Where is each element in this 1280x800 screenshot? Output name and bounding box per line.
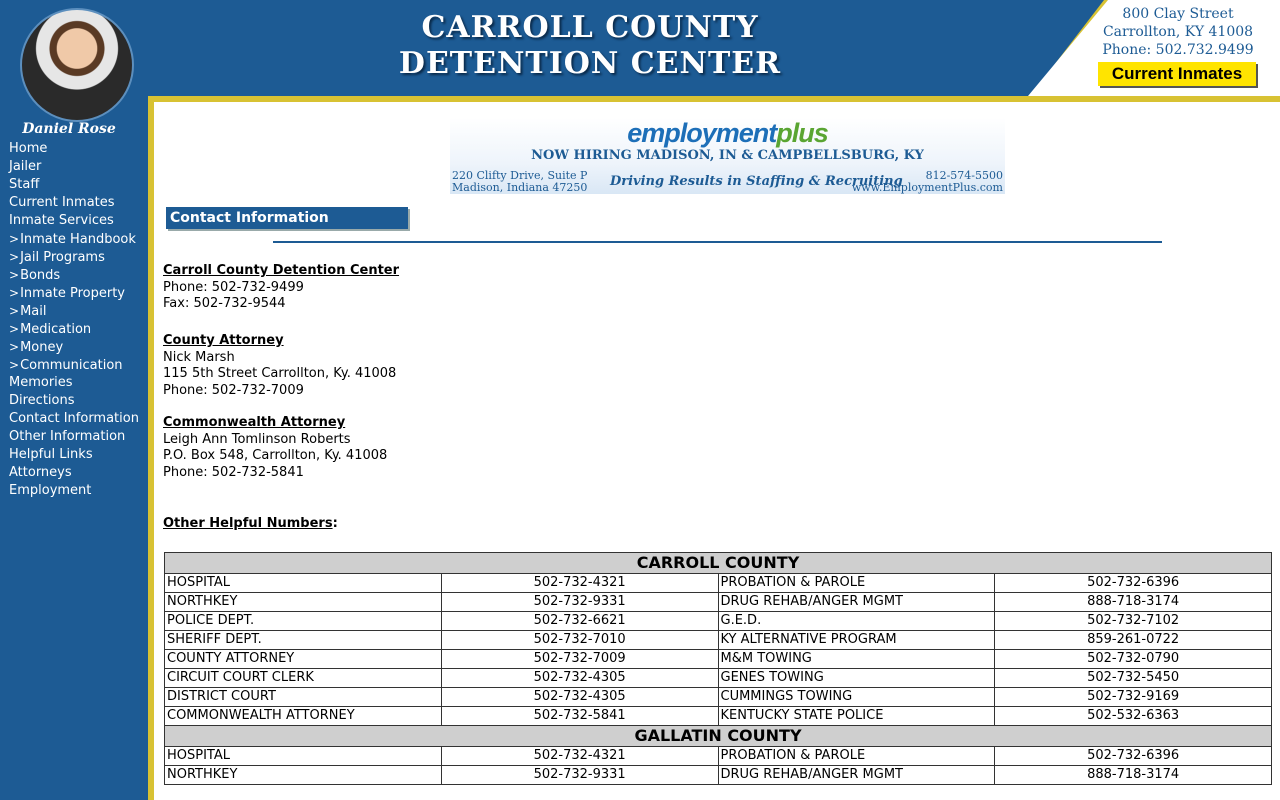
avatar (20, 8, 134, 122)
chevron-right-icon: > (9, 286, 20, 300)
phone-number-cell: 502-732-9169 (995, 688, 1272, 707)
chevron-right-icon: > (9, 340, 20, 354)
sidebar-item[interactable] (9, 248, 139, 266)
table-row (165, 631, 1272, 650)
county-name: CARROLL COUNTY (165, 553, 1272, 574)
sidebar-item[interactable] (9, 320, 139, 338)
sidebar-item[interactable] (9, 158, 139, 176)
phone-number-cell: 502-732-9331 (441, 593, 718, 612)
ad-logo-main: employment (627, 118, 777, 148)
agency-cell: G.E.D. (718, 612, 995, 631)
county-attorney-phone: Phone: 502-732-7009 (163, 382, 304, 398)
sidebar-item-label: Helpful Links (9, 447, 93, 462)
sidebar-item[interactable] (9, 338, 139, 356)
sidebar-item-label: Inmate Property (20, 286, 126, 301)
chevron-right-icon: > (9, 322, 20, 336)
ad-phone: 812-574-5500 (925, 169, 1003, 182)
sidebar-item[interactable] (9, 428, 139, 446)
sidebar-item[interactable] (9, 266, 139, 284)
phone-number-cell: 502-732-6621 (441, 612, 718, 631)
sidebar-item[interactable] (9, 374, 139, 392)
page-title: Contact Information (166, 207, 408, 229)
phone-number-cell: 502-732-4321 (441, 574, 718, 593)
sidebar-item-label: Home (9, 141, 48, 156)
ad-address-line2: Madison, Indiana 47250 (452, 181, 588, 194)
agency-cell: SHERIFF DEPT. (165, 631, 442, 650)
agency-cell: CUMMINGS TOWING (718, 688, 995, 707)
sidebar-item[interactable] (9, 446, 139, 464)
phone-number-cell: 859-261-0722 (995, 631, 1272, 650)
county-attorney-heading: County Attorney (163, 333, 284, 348)
sidebar-item-label: Mail (20, 304, 47, 319)
table-row (165, 593, 1272, 612)
sidebar-item-label: Money (20, 340, 64, 355)
header-divider (148, 96, 1280, 102)
phone-number-cell: 888-718-3174 (995, 766, 1272, 785)
commonwealth-attorney-address: P.O. Box 548, Carrollton, Ky. 41008 (163, 448, 388, 463)
sidebar-item[interactable] (9, 230, 139, 248)
ad-slogan: Driving Results in Staffing & Recruiting (610, 174, 903, 189)
sidebar-item-label: Jailer (9, 159, 42, 174)
phone-number-cell: 502-732-4321 (441, 747, 718, 766)
agency-cell: NORTHKEY (165, 766, 442, 785)
county-name: GALLATIN COUNTY (165, 726, 1272, 747)
helpful-numbers-label: Other Helpful Numbers (163, 516, 333, 531)
site-title-line2: DETENTION CENTER (398, 46, 782, 81)
sidebar-item-label: Communication (20, 358, 123, 373)
commonwealth-attorney-name: Leigh Ann Tomlinson Roberts (163, 431, 351, 447)
sidebar-item[interactable] (9, 356, 139, 374)
agency-cell: NORTHKEY (165, 593, 442, 612)
sidebar-item[interactable] (9, 212, 139, 230)
table-row (165, 688, 1272, 707)
sidebar-item[interactable] (9, 392, 139, 410)
sidebar-item-label: Employment (9, 483, 92, 498)
sidebar-item-label: Jail Programs (20, 250, 105, 265)
county-header-row (165, 726, 1272, 747)
sidebar-item[interactable] (9, 410, 139, 428)
phone-number-cell: 502-732-4305 (441, 669, 718, 688)
agency-cell: CIRCUIT COURT CLERK (165, 669, 442, 688)
agency-cell: COUNTY ATTORNEY (165, 650, 442, 669)
agency-cell: DISTRICT COURT (165, 688, 442, 707)
phone-number-cell: 502-732-7009 (441, 650, 718, 669)
sidebar-item[interactable] (9, 482, 139, 500)
site-title (340, 10, 840, 82)
address-street: 800 Clay Street (1122, 6, 1234, 22)
sidebar-item-label: Directions (9, 393, 75, 408)
helpful-numbers-heading (163, 516, 338, 531)
sidebar-item-label: Other Information (9, 429, 126, 444)
ad-hiring-text: NOW HIRING MADISON, IN & CAMPBELLSBURG, KY (531, 148, 924, 163)
detention-phone: Phone: 502-732-9499 (163, 279, 304, 295)
sidebar-item-label: Bonds (20, 268, 61, 283)
table-row (165, 766, 1272, 785)
phone-number-cell: 502-732-9331 (441, 766, 718, 785)
detention-contact (163, 263, 399, 313)
sidebar-divider (148, 96, 154, 800)
table-row (165, 574, 1272, 593)
agency-cell: DRUG REHAB/ANGER MGMT (718, 593, 995, 612)
county-attorney-address: 115 5th Street Carrollton, Ky. 41008 (163, 366, 397, 381)
agency-cell: KENTUCKY STATE POLICE (718, 707, 995, 726)
current-inmates-button[interactable]: Current Inmates (1098, 62, 1256, 86)
agency-cell: HOSPITAL (165, 747, 442, 766)
agency-cell: M&M TOWING (718, 650, 995, 669)
ad-address-line1: 220 Clifty Drive, Suite P (452, 169, 588, 182)
ad-address (452, 170, 587, 194)
ad-website: www.EmploymentPlus.com (851, 181, 1003, 194)
sidebar-item[interactable] (9, 140, 139, 158)
table-row (165, 707, 1272, 726)
county-header-row (165, 553, 1272, 574)
phone-number-cell: 502-732-7102 (995, 612, 1272, 631)
table-row (165, 650, 1272, 669)
sidebar-item[interactable] (9, 464, 139, 482)
county-attorney-name: Nick Marsh (163, 349, 235, 365)
sidebar-item-label: Memories (9, 375, 73, 390)
sidebar-item-label: Inmate Services (9, 213, 114, 228)
phone-number-cell: 502-732-0790 (995, 650, 1272, 669)
sidebar-item[interactable] (9, 194, 139, 212)
chevron-right-icon: > (9, 232, 20, 246)
section-divider (273, 241, 1162, 243)
county-attorney-contact (163, 333, 396, 399)
agency-cell: PROBATION & PAROLE (718, 574, 995, 593)
agency-cell: DRUG REHAB/ANGER MGMT (718, 766, 995, 785)
ad-contact (852, 170, 1003, 194)
sidebar-nav (9, 140, 139, 500)
agency-cell: GENES TOWING (718, 669, 995, 688)
phone-number-cell: 502-732-7010 (441, 631, 718, 650)
employment-plus-ad[interactable] (450, 118, 1005, 194)
phone-number-cell: 502-732-4305 (441, 688, 718, 707)
sidebar-item[interactable] (9, 302, 139, 320)
commonwealth-attorney-phone: Phone: 502-732-5841 (163, 464, 304, 480)
table-row (165, 612, 1272, 631)
detention-heading: Carroll County Detention Center (163, 263, 400, 278)
chevron-right-icon: > (9, 358, 20, 372)
sidebar-item-label: Inmate Handbook (20, 232, 136, 247)
jailer-name: Daniel Rose (22, 121, 116, 137)
helpful-numbers-table (164, 552, 1272, 785)
phone-number-cell: 502-532-6363 (995, 707, 1272, 726)
agency-cell: COMMONWEALTH ATTORNEY (165, 707, 442, 726)
chevron-right-icon: > (9, 250, 20, 264)
agency-cell: POLICE DEPT. (165, 612, 442, 631)
sidebar-item-label: Current Inmates (9, 195, 115, 210)
chevron-right-icon: > (9, 268, 20, 282)
sidebar-item[interactable] (9, 176, 139, 194)
phone-number-cell: 502-732-5450 (995, 669, 1272, 688)
site-title-line1: CARROLL COUNTY (421, 10, 759, 45)
phone-number-cell: 502-732-6396 (995, 747, 1272, 766)
address-city: Carrollton, KY 41008 (1102, 24, 1254, 40)
sidebar-item-label: Contact Information (9, 411, 139, 426)
agency-cell: HOSPITAL (165, 574, 442, 593)
agency-cell: KY ALTERNATIVE PROGRAM (718, 631, 995, 650)
detention-fax: Fax: 502-732-9544 (163, 296, 286, 311)
sidebar-item-label: Medication (20, 322, 92, 337)
sidebar-item-label: Staff (9, 177, 40, 192)
commonwealth-attorney-contact (163, 415, 387, 481)
chevron-right-icon: > (9, 304, 20, 318)
helpful-numbers-colon: : (332, 516, 338, 531)
phone-number-cell: 888-718-3174 (995, 593, 1272, 612)
agency-cell: PROBATION & PAROLE (718, 747, 995, 766)
phone-number-cell: 502-732-5841 (441, 707, 718, 726)
address-block (1088, 5, 1268, 59)
table-row (165, 669, 1272, 688)
commonwealth-attorney-heading: Commonwealth Attorney (163, 415, 346, 430)
phone-number-cell: 502-732-6396 (995, 574, 1272, 593)
sidebar-item[interactable] (9, 284, 139, 302)
sidebar-item-label: Attorneys (9, 465, 72, 480)
table-row (165, 747, 1272, 766)
ad-logo-plus: plus (776, 118, 828, 148)
address-phone: Phone: 502.732.9499 (1102, 42, 1254, 58)
ad-logo (450, 118, 1005, 149)
